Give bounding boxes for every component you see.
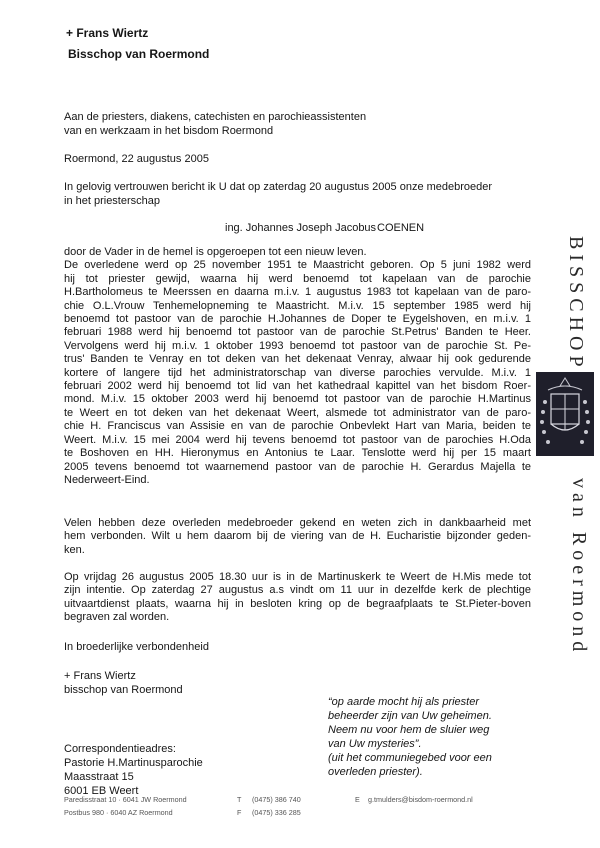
closing-line: In broederlijke verbondenheid <box>64 641 209 653</box>
body-line: Velen hebben deze overleden medebroeder gekend en weten zich in dankbaarheid met <box>64 517 531 529</box>
addressee-line-1: Aan de priesters, diakens, catechisten en parochieassistenten <box>64 111 367 123</box>
footer-phone: (0475) 386 740 <box>252 795 301 804</box>
body-line: uitvaartdienst plaats, waarna hij in besloten kring op de begraafplaats te St.Pieter-boven <box>64 597 531 610</box>
body-line: te Weert en tot deken van het dekenaat Weert, alsmede tot administrator van de paro- <box>64 406 531 419</box>
body-paragraph-2 <box>64 517 531 557</box>
letter-date: Roermond, 22 augustus 2005 <box>64 153 209 165</box>
quote-line: overleden priester). <box>328 766 423 778</box>
footer-address-2: Postbus 980 · 6040 AZ Roermond <box>64 808 173 817</box>
body-line: 2005 tevens benoemd tot waarnemend pastoor van de parochie H. Gerardus Majella te <box>64 460 531 473</box>
letterhead-bisschop: BISSCHOP <box>565 236 587 372</box>
body-line: De overledene werd op 25 november 1951 te Maastricht geboren. Op 5 juni 1982 werd <box>64 259 531 272</box>
addressee-line-2: van en werkzaam in het bisdom Roermond <box>64 125 274 137</box>
correspondence-line: 6001 EB Weert <box>64 785 139 797</box>
footer-phone-label: T <box>237 795 242 804</box>
sender-name: + Frans Wiertz <box>66 26 149 40</box>
body-line: februari 2002 werd hij benoemd tot lid van het kathedraal kapittel van het bisdom Roer- <box>64 380 531 393</box>
body-line: zijn intentie. Op zaterdag 27 augustus a.s vindt om 11 uur in dezelfde kerk de plechtige <box>64 584 531 597</box>
body-line: Weert. M.i.v. 15 mei 2004 werd hij tevens benoemd tot pastoor van de parochies H.Oda <box>64 433 531 446</box>
body-line: februari 1988 werd hij benoemd tot pastoor van de parochie St.Petrus' Banden te Heer. <box>64 326 531 339</box>
body-line: mond. M.i.v. 15 oktober 2003 werd hij benoemd tot pastoor van de parochie H.Martinus <box>64 393 531 406</box>
body-line: hem verbonden. Wilt u hem daarom bij de viering van de H. Eucharistie bijzonder geden- <box>64 530 531 543</box>
footer-fax: (0475) 336 285 <box>252 808 301 817</box>
footer-fax-label: F <box>237 808 242 817</box>
body-line: ken. <box>64 543 85 556</box>
body-line: Op vrijdag 26 augustus 2005 18.30 uur is in de Martinuskerk te Weert de H.Mis mede tot <box>64 571 531 583</box>
coat-of-arms-icon <box>536 372 594 456</box>
correspondence-label: Correspondentieadres: <box>64 743 176 755</box>
body-line: trus' Banden te Venray en tot deken van het dekenaat Venray, alwaar hij ook gedurende <box>64 353 531 366</box>
body-line: chie O.L.Vrouw Tenhemelopneming te Maastricht. M.i.v. 15 september 1985 werd hij <box>64 299 531 312</box>
quote-line: van Uw mysteries”. <box>328 738 422 750</box>
signature-title: bisschop van Roermond <box>64 684 183 696</box>
sender-title: Bisschop van Roermond <box>68 47 210 61</box>
correspondence-line: Maasstraat 15 <box>64 771 134 783</box>
quote-line: Neem nu voor hem de sluier weg <box>328 724 490 736</box>
body-line: chie H. Franciscus van Assisie en van de parochie Onbevlekt Hart van Maria, beiden te <box>64 420 531 433</box>
quote-line: beheerder zijn van Uw geheimen. <box>328 710 492 722</box>
body-paragraph-3 <box>64 571 531 625</box>
quote-line: “op aarde mocht hij als priester <box>328 696 480 708</box>
body-line: te Boshoven en HH. Hieronymus en Antonius te Laar. Tenslotte werd hij per 15 maart <box>64 447 531 460</box>
deceased-surname: COENEN <box>377 222 425 234</box>
footer-email-label: E <box>355 795 360 804</box>
body-line: Nederweert-Eind. <box>64 473 150 486</box>
body-paragraph <box>64 246 531 487</box>
footer-address-1: Paredisstraat 10 · 6041 JW Roermond <box>64 795 187 804</box>
signature-name: + Frans Wiertz <box>64 670 136 682</box>
body-line: H.Bartholomeus te Meerssen en daarna m.i.v. 1 augustus 1983 tot kapelaan van de paro- <box>64 286 531 299</box>
body-line: door de Vader in de hemel is opgeroepen tot een nieuw leven. <box>64 246 367 258</box>
intro-line-1: In gelovig vertrouwen bericht ik U dat op zaterdag 20 augustus 2005 onze medebroeder <box>64 181 493 193</box>
footer-email: g.tmulders@bisdom-roermond.nl <box>368 795 473 804</box>
body-line: kortere of langere tijd het administratorschap van diverse parochies vervulde. M.i.v. 1 <box>64 366 531 379</box>
body-line: begraven zal worden. <box>64 611 170 624</box>
body-line: hij tot priester gewijd, waarna hij werd benoemd tot kapelaan van de parochie <box>64 272 531 285</box>
letterhead-van-roermond: van Roermond <box>568 478 590 657</box>
correspondence-line: Pastorie H.Martinusparochie <box>64 757 203 769</box>
body-line: Vervolgens werd hij m.i.v. 1 oktober 1993 benoemd tot pastoor van de parochie St. Pe- <box>64 339 531 352</box>
body-line: benoemd tot pastoor van de parochie H.Johannes de Doper te Eygelshoven, en m.i.v. 1 <box>64 313 531 326</box>
intro-line-2: in het priesterschap <box>64 195 160 207</box>
quote-line: (uit het communiegebed voor een <box>328 752 492 764</box>
deceased-name: ing. Johannes Joseph Jacobus <box>225 222 377 234</box>
